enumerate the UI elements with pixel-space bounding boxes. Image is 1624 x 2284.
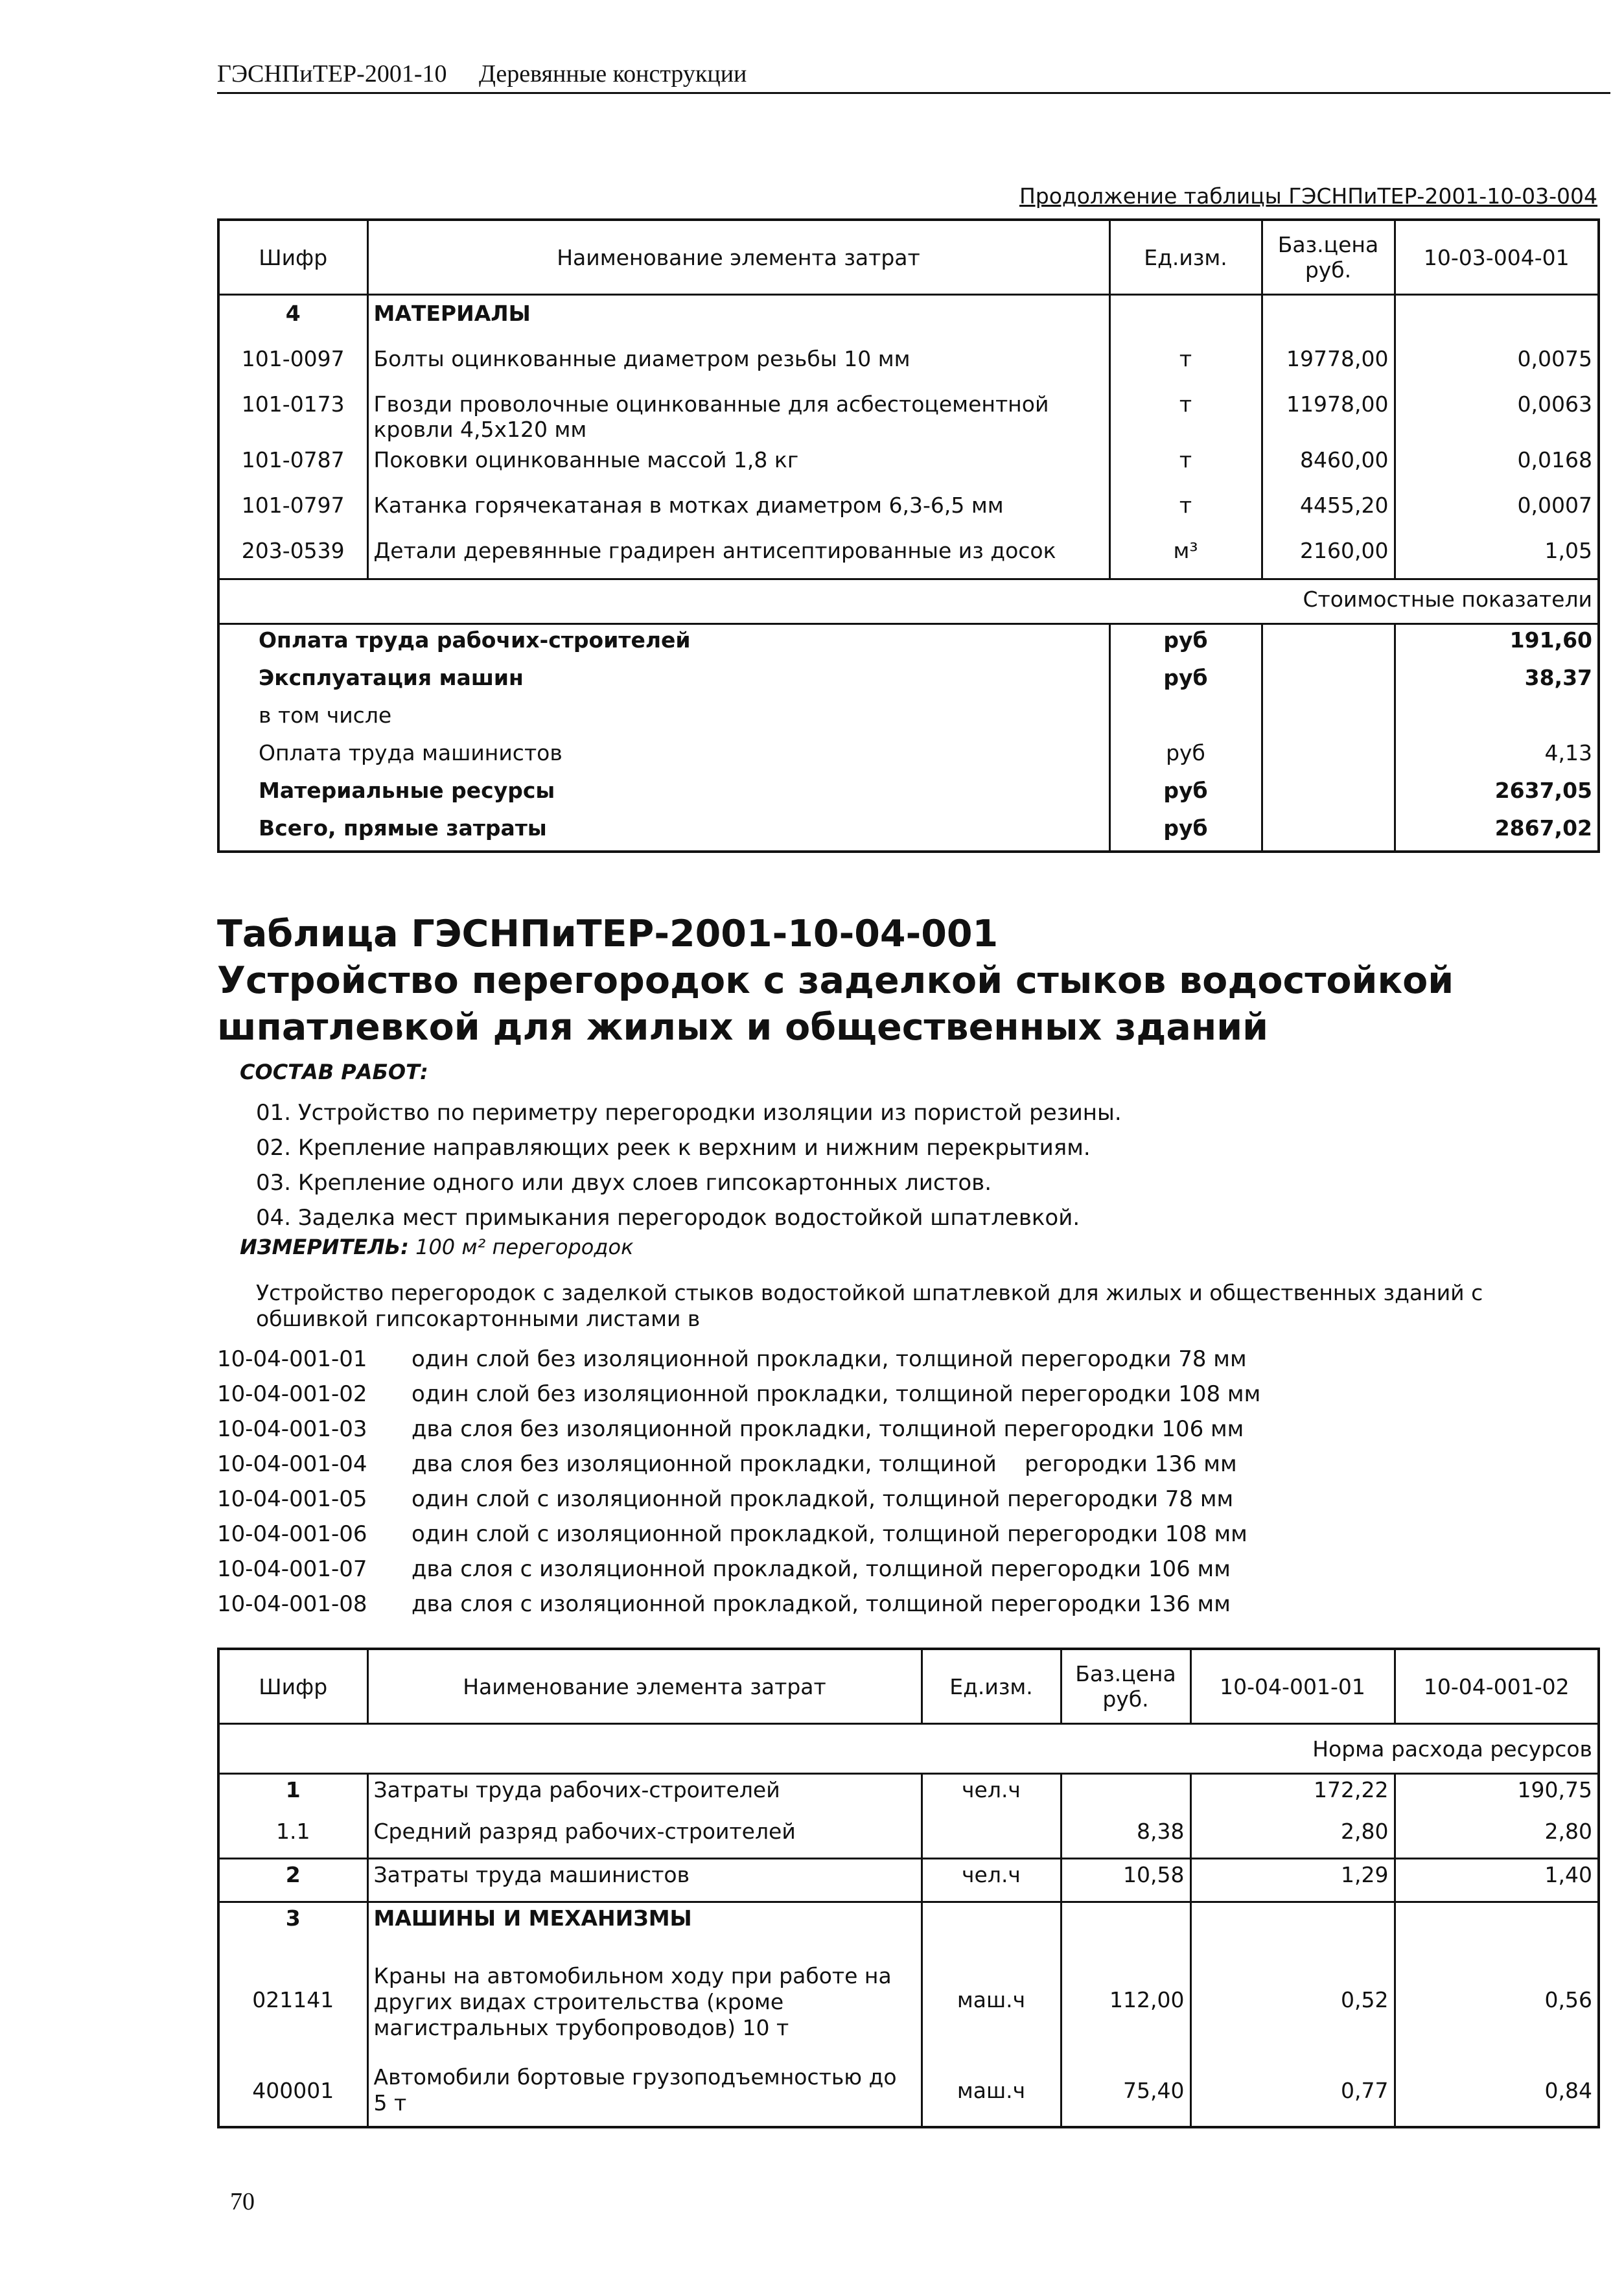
cell-value: 2,80 [1395,1816,1599,1859]
summary-name: Эксплуатация машин [259,665,524,690]
cell-name: Гвозди проволочные оцинкованные для асбестоцементной кровли 4,5х120 мм [367,386,1109,442]
list-item [217,1517,1260,1552]
table2-header-row [218,1649,1599,1724]
cell-value: 0,0168 [1395,442,1599,487]
summary-row [218,813,1599,852]
list-item: 03. Крепление одного или двух слоев гипсокартонных листов. [256,1170,992,1196]
summary-unit: руб [1109,624,1262,663]
cell-value: 0,56 [1395,1944,1599,2055]
cell-name: Поковки оцинкованные массой 1,8 кг [367,442,1109,487]
header-code: Шифр [218,220,367,295]
summary-unit: руб [1109,738,1262,775]
table1-header-row [218,220,1599,295]
table-row [218,487,1599,533]
table1-caption [217,183,1597,209]
cell-price [1061,1774,1190,1817]
cell-unit: т [1109,386,1262,442]
summary-value [1395,700,1599,738]
variant-code: 10-04-001-02 [217,1381,367,1407]
cell-value: 172,22 [1190,1774,1395,1817]
cell-value: 0,0075 [1395,341,1599,386]
summary-row [218,738,1599,775]
list-item [217,1552,1260,1587]
cell-unit: м³ [1109,533,1262,579]
variant-text: один слой без изоляционной прокладки, толщиной перегородки 78 мм [412,1346,1247,1372]
running-header-code: ГЭСНПиТЕР-2001-10 [217,60,447,87]
variant-code: 10-04-001-03 [217,1416,367,1442]
cell-empty [1262,662,1395,700]
header-code: Шифр [218,1649,367,1724]
summary-value: 2637,05 [1395,775,1599,813]
variant-text: два слоя с изоляционной прокладкой, толщиной перегородки 136 мм [412,1591,1231,1617]
variant-code: 10-04-001-06 [217,1521,367,1547]
cell-empty [1262,295,1395,342]
cell-empty [1262,700,1395,738]
table-title: Таблица ГЭСНПиТЕР-2001-10-04-001 [217,913,999,955]
measure-line [240,1235,633,1259]
list-item [217,1482,1260,1517]
cell-unit [922,1902,1061,1945]
table-row [218,1902,1599,1945]
running-header-title: Деревянные конструкции [479,60,747,87]
summary-unit: руб [1109,775,1262,813]
cell-value: 190,75 [1395,1774,1599,1817]
cell-name: Средний разряд рабочих-строителей [367,1816,922,1859]
cell-code: 400001 [218,2055,367,2127]
cell-code: 1 [218,1774,367,1817]
summary-value: 191,60 [1395,624,1599,663]
cell-price: 2160,00 [1262,533,1395,579]
running-header [217,60,1610,94]
cell-unit: маш.ч [922,2055,1061,2127]
table2-resources [217,1648,1600,2128]
variant-text: два слоя с изоляционной прокладкой, толщиной перегородки 106 мм [412,1556,1231,1582]
list-item [217,1587,1260,1622]
cell-name: МАШИНЫ И МЕХАНИЗМЫ [367,1902,922,1945]
cell-price: 19778,00 [1262,341,1395,386]
cell-code: 101-0173 [218,386,367,442]
summary-row [218,662,1599,700]
cell-code: 3 [218,1902,367,1945]
cell-name: Автомобили бортовые грузоподъемностью до 5 т [367,2055,922,2127]
list-item [217,1447,1260,1482]
table1-caption-text: Продолжение таблицы ГЭСНПиТЕР-2001-10-03-004 [1019,183,1597,209]
cell-code: 021141 [218,1944,367,2055]
summary-name: Оплата труда рабочих-строителей [259,627,691,653]
table-row [218,1859,1599,1902]
cell-price: 75,40 [1061,2055,1190,2127]
cell-price: 11978,00 [1262,386,1395,442]
cell-unit: т [1109,442,1262,487]
cell-unit: т [1109,341,1262,386]
list-item: 02. Крепление направляющих реек к верхним и нижним перекрытиям. [256,1135,1091,1161]
summary-unit [1109,700,1262,738]
header-unit: Ед.изм. [1109,220,1262,295]
cell-value [1395,1902,1599,1945]
cell-value: 0,84 [1395,2055,1599,2127]
summary-row [218,775,1599,813]
cell-unit: т [1109,487,1262,533]
cell-empty [1395,295,1599,342]
cell-empty [1109,295,1262,342]
section2-title-block [217,911,1610,1051]
variant-text: один слой без изоляционной прокладки, толщиной перегородки 108 мм [412,1381,1261,1407]
variant-code: 10-04-001-04 [217,1451,367,1477]
variant-code: 10-04-001-08 [217,1591,367,1617]
works-label: СОСТАВ РАБОТ: [240,1060,428,1084]
header-name: Наименование элемента затрат [367,1649,922,1724]
variant-text: два слоя без изоляционной прокладки, толщиной перегородки 106 мм [412,1416,1244,1442]
cell-empty [1262,738,1395,775]
summary-unit: руб [1109,813,1262,852]
summary-value: 4,13 [1395,738,1599,775]
cell-unit [922,1816,1061,1859]
header-col1: 10-03-004-01 [1395,220,1599,295]
summary-row [218,624,1599,663]
cell-name: Затраты труда рабочих-строителей [367,1774,922,1817]
header-price: Баз.цена руб. [1061,1649,1190,1724]
list-item: 04. Заделка мест примыкания перегородок водостойкой шпатлевкой. [256,1205,1080,1231]
cell-value: 1,05 [1395,533,1599,579]
list-item [217,1342,1260,1377]
table-row [218,386,1599,442]
variant-code: 10-04-001-01 [217,1346,367,1372]
cell-unit: чел.ч [922,1859,1061,1902]
header-col2: 10-04-001-02 [1395,1649,1599,1724]
cell-value: 0,52 [1190,1944,1395,2055]
list-item: 01. Устройство по периметру перегородки изоляции из пористой резины. [256,1100,1122,1126]
cell-value [1190,1902,1395,1945]
list-item [217,1412,1260,1447]
cell-price [1061,1902,1190,1945]
cell-price: 8460,00 [1262,442,1395,487]
table-subtitle: Устройство перегородок с заделкой стыков водостойкой шпатлевкой для жилых и общественных зданий [217,959,1454,1049]
cell-value: 1,29 [1190,1859,1395,1902]
table-row [218,1774,1599,1817]
table-row [218,2055,1599,2127]
cell-code: 203-0539 [218,533,367,579]
cell-price: 112,00 [1061,1944,1190,2055]
cell-value: 0,77 [1190,2055,1395,2127]
summary-row [218,700,1599,738]
page-number: 70 [230,2188,255,2215]
cell-code: 1.1 [218,1816,367,1859]
cell-unit: чел.ч [922,1774,1061,1817]
table-row [218,341,1599,386]
norm-label: Норма расхода ресурсов [218,1724,1599,1774]
summary-name: в том числе [259,703,392,728]
variant-text: один слой с изоляционной прокладкой, толщиной перегородки 78 мм [412,1486,1234,1512]
description: Устройство перегородок с заделкой стыков водостойкой шпатлевкой для жилых и общественных зданий с обшивкой гипсокартонными листами в [256,1280,1483,1331]
table1-materials [217,218,1600,853]
summary-value: 2867,02 [1395,813,1599,852]
cell-empty [1262,775,1395,813]
table-row [218,1944,1599,2055]
cell-value: 0,0063 [1395,386,1599,442]
summary-name: Материальные ресурсы [259,778,555,803]
section-title: МАТЕРИАЛЫ [367,295,1109,342]
section-num: 4 [218,295,367,342]
variant-code: 10-04-001-07 [217,1556,367,1582]
variant-code: 10-04-001-05 [217,1486,367,1512]
summary-value: 38,37 [1395,662,1599,700]
cell-code: 101-0097 [218,341,367,386]
cell-name: Краны на автомобильном ходу при работе на других видах строительства (кроме магистральных трубопроводов) 10 т [367,1944,922,2055]
summary-name: Всего, прямые затраты [259,815,547,841]
cell-name: Катанка горячекатаная в мотках диаметром 6,3-6,5 мм [367,487,1109,533]
cell-price: 10,58 [1061,1859,1190,1902]
header-unit: Ед.изм. [922,1649,1061,1724]
header-col1: 10-04-001-01 [1190,1649,1395,1724]
measure-value: 100 м² перегородок [415,1235,634,1259]
cell-value: 1,40 [1395,1859,1599,1902]
cell-name: Детали деревянные градирен антисептированные из досок [367,533,1109,579]
cell-name: Затраты труда машинистов [367,1859,922,1902]
summary-unit: руб [1109,662,1262,700]
cell-empty [1262,624,1395,663]
cost-label: Стоимостные показатели [218,579,1599,624]
cell-unit: маш.ч [922,1944,1061,2055]
cell-price: 8,38 [1061,1816,1190,1859]
table-row [218,442,1599,487]
cell-empty [1262,813,1395,852]
table-row-section [218,295,1599,342]
summary-name: Оплата труда машинистов [259,740,563,765]
cell-code: 2 [218,1859,367,1902]
cell-name: Болты оцинкованные диаметром резьбы 10 мм [367,341,1109,386]
cell-price: 4455,20 [1262,487,1395,533]
variant-text: два слоя без изоляционной прокладки, толщиной регородки 136 мм [412,1451,1237,1477]
variants-list [217,1342,1260,1622]
variant-text: один слой с изоляционной прокладкой, толщиной перегородки 108 мм [412,1521,1247,1547]
table-row [218,1816,1599,1859]
list-item [217,1377,1260,1412]
header-name: Наименование элемента затрат [367,220,1109,295]
table-row [218,533,1599,579]
cell-value: 0,0007 [1395,487,1599,533]
header-price: Баз.цена руб. [1262,220,1395,295]
table1-cost-label-row [218,579,1599,624]
works-list [256,1095,1122,1235]
cell-value: 2,80 [1190,1816,1395,1859]
table2-norm-label-row [218,1724,1599,1774]
measure-label: ИЗМЕРИТЕЛЬ: [240,1235,409,1259]
cell-code: 101-0787 [218,442,367,487]
cell-code: 101-0797 [218,487,367,533]
